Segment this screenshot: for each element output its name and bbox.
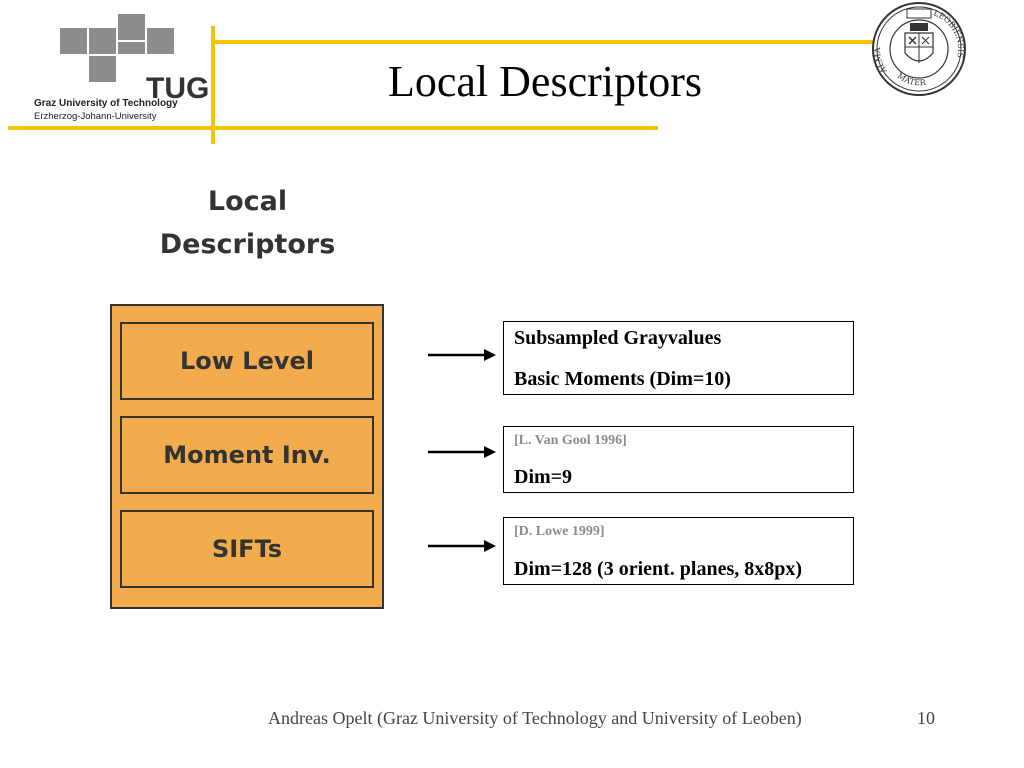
descriptor-diagram bbox=[110, 304, 384, 609]
info-reference: [L. Van Gool 1996] bbox=[514, 433, 627, 448]
info-text: Dim=9 bbox=[514, 466, 573, 488]
info-box-moment-inv bbox=[503, 426, 854, 493]
info-reference: [D. Lowe 1999] bbox=[514, 524, 605, 539]
diagram-box-low-level: Low Level bbox=[120, 322, 374, 400]
tug-logo bbox=[30, 14, 210, 129]
university-seal-logo bbox=[871, 1, 967, 97]
diagram-box-moment-inv: Moment Inv. bbox=[120, 416, 374, 494]
arrow-right-icon bbox=[428, 539, 496, 553]
tug-logo-name: TUG bbox=[146, 72, 210, 105]
header-rule-vertical bbox=[211, 26, 215, 144]
info-text: Dim=128 (3 orient. planes, 8x8px) bbox=[514, 558, 803, 580]
header-rule-top bbox=[213, 40, 873, 44]
diagram-title-line1: Local bbox=[207, 186, 288, 217]
info-text: Basic Moments (Dim=10) bbox=[514, 368, 731, 390]
arrow-right-icon bbox=[428, 445, 496, 459]
footer-text: Andreas Opelt (Graz University of Technology and University of Leoben) bbox=[268, 708, 802, 728]
info-text: Subsampled Grayvalues bbox=[514, 327, 722, 349]
svg-text:ALMA: ALMA bbox=[872, 47, 889, 75]
tug-logo-subtitle: Erzherzog-Johann-University bbox=[34, 111, 157, 122]
slide-title: Local Descriptors bbox=[388, 57, 702, 106]
diagram-title-line2: Descriptors bbox=[159, 229, 336, 260]
info-box-sifts bbox=[503, 517, 854, 585]
tug-logo-university: Graz University of Technology bbox=[34, 98, 178, 109]
svg-text:LEOBIENSIS: LEOBIENSIS bbox=[932, 8, 966, 59]
info-box-low-level bbox=[503, 321, 854, 395]
arrow-right-icon bbox=[428, 348, 496, 362]
diagram-title bbox=[140, 180, 355, 266]
diagram-box-sifts: SIFTs bbox=[120, 510, 374, 588]
page-number: 10 bbox=[917, 708, 935, 728]
svg-text:MATER: MATER bbox=[895, 71, 927, 88]
